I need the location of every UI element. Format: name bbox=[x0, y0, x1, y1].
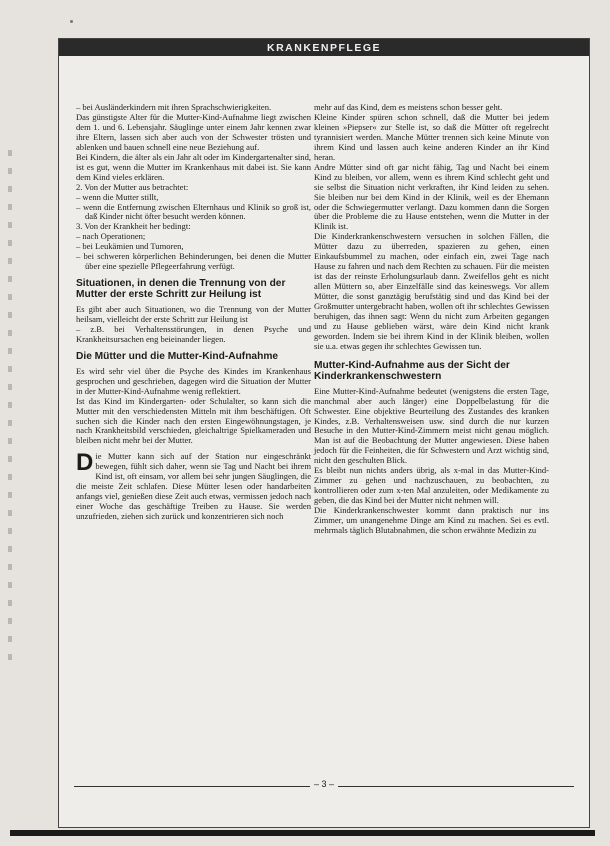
left-column bbox=[76, 103, 311, 522]
list-item: – bei Ausländerkindern mit ihren Sprachschwierigkeiten. bbox=[76, 102, 272, 112]
paragraph: mehr auf das Kind, dem es meistens schon besser geht. bbox=[314, 102, 503, 112]
section-heading: Die Mütter und die Mutter-Kind-Aufnahme bbox=[76, 350, 279, 362]
scan-speck bbox=[70, 20, 73, 23]
list-item: – bei Leukämien und Tumoren, bbox=[76, 241, 184, 252]
page-number-text: – 3 – bbox=[310, 779, 338, 789]
paragraph: Das günstigste Alter für die Mutter-Kind-Aufnahme liegt zwischen dem 1. und 6. Lebensjahr. Säuglinge unter einem Jahr kennen zwar ihre Eltern, lassen sich aber auch von der Schwester trösten und ablenken und bauen schnell eine neue Beziehung auf. bbox=[76, 111, 311, 152]
binder-hole-marks bbox=[0, 150, 26, 750]
list-title: 3. Von der Krankheit her bedingt: bbox=[76, 221, 191, 232]
section-heading: Mutter-Kind-Aufnahme aus der Sicht der Kinderkrankenschwestern bbox=[314, 359, 510, 382]
paragraph: Kleine Kinder spüren schon schnell, daß die Mutter bei jedem kleinen »Piepser« zur Stelle ist, so daß die Mütter oft regelrecht tyrannisiert werden. Manche Mütter trennen sich keine Minute von ihrem Kind und lassen auch keine anderen Kinder an ihr Kind heran. bbox=[314, 111, 549, 162]
section-heading: Situationen, in denen die Trennung von der Mutter der erste Schritt zur Heilung ist bbox=[76, 278, 286, 301]
scan-bottom-edge bbox=[10, 830, 595, 836]
list-item: – bei schweren körperlichen Behinderungen, bei denen die Mutter über eine spezielle Pflegeerfahrung verfügt. bbox=[76, 251, 311, 272]
list-item: – wenn die Entfernung zwischen Elternhaus und Klinik so groß ist, daß Kinder nicht öfter besucht werden können. bbox=[76, 201, 311, 222]
page-header-title: KRANKENPFLEGE bbox=[266, 41, 381, 54]
paragraph: Bei Kindern, die älter als ein Jahr alt oder im Kindergartenalter sind, ist es gut, wenn die Mutter im Krankenhaus mit dabei ist. Sie kann dem Kind vieles erklären. bbox=[76, 151, 311, 182]
paragraph: Andre Mütter sind oft gar nicht fähig, Tag und Nacht bei einem Kind zu bleiben, vor allem, wenn es ihrem Kind schlecht geht und sie selbst die Situation nicht verkraften, ihr Kind leiden zu sehen. Sie bleiben nur bei dem Kind in der Klinik, weil es der Ehemann oder die Schwiegermutter verlangt. Dazu kommen dann die Sorgen über die Probleme die zu Hause entstehen, wenn die Mutter in der Klinik ist. bbox=[314, 161, 549, 232]
paragraph: Es bleibt nun nichts anders übrig, als x-mal in das Mutter-Kind-Zimmer zu gehen und nachzuschauen, zu beobachten, zu kontrollieren oder zum x-ten Mal anzuleiten, oder Medikamente zu geben, die das Kind bei der Mutter nicht nehmen will. bbox=[314, 465, 549, 506]
paragraph: Ist das Kind im Kindergarten- oder Schulalter, so kann sich die Mutter mit den verschiedensten Mitteln mit ihm beschäftigen. Oft suchen sich die Kinder nach den ersten Eingewöhnungstagen, je nach Krankheitsbild verschieden, gleichaltrige Spielkameraden und bleiben nicht mehr bei der Mutter. bbox=[76, 395, 311, 446]
paragraph: Eine Mutter-Kind-Aufnahme bedeutet (wenigstens die ersten Tage, manchmal aber auch länger) eine Doppelbelastung für die Schwester. Eine objektive Beurteilung des Zustandes des kranken Kindes, z.B. Verhaltensweisen usw. sind durch die nur kurzen Besuche in den Mutter-Kind-Zimmern meist nicht genau möglich. Man ist auf die Beobachtung der Mutter angewiesen. Diese haben jedoch für die Feinheiten, die für Schwestern und Arzt wichtig sind, nicht den geschulten Blick. bbox=[314, 385, 549, 466]
paragraph: Es gibt aber auch Situationen, wo die Trennung von der Mutter heilsam, vielleicht der erste Schritt zur Heilung ist bbox=[76, 304, 311, 324]
list-mother bbox=[76, 183, 311, 223]
paragraph: Die Kinderkrankenschwester kommt dann praktisch nur ins Zimmer, um unangenehme Dinge am Kind zu machen. Sei es evtl. mehrmals täglich Blutabnahmen, die schon erwähnte Medizin zu bbox=[314, 505, 549, 535]
list-title: 2. Von der Mutter aus betrachtet: bbox=[76, 181, 189, 192]
page-frame bbox=[58, 38, 590, 828]
list-illness bbox=[76, 222, 311, 272]
list-item: – wenn die Mutter stillt, bbox=[76, 191, 159, 202]
paragraph: Die Kinderkrankenschwestern versuchen in solchen Fällen, die Mütter dazu zu überreden, spazieren zu gehen, einen Einkaufsbummel zu machen, oder einfach ein, zwei Tage nach Hause zu fahren und nach dem Rechten zu schauen. Für die meisten ist das der reinste Erholungsurlaub dann. Zweifellos geht es nicht allen Müttern so, aber Einzelfälle sind das keineswegs. Vor allem Mütter, die sonst ganztägig berufstätig sind und das Kind bei der Großmutter untergebracht haben, wollen oft ihr schlechtes Gewissen beruhigen, das ihnen sagt: Wenn du nicht zum Arbeiten gegangen und zu Hause geblieben wärst, wäre dein Kind nicht krank geworden. Indem sie bei ihrem Kind in der Klinik bleiben, wollen sie u.a. etwas gegen ihr schlechtes Gewissen tun. bbox=[314, 231, 549, 351]
list-item: – nach Operationen; bbox=[76, 231, 146, 242]
paragraph: Es wird sehr viel über die Psyche des Kindes im Krankenhaus gesprochen und geschrieben, dagegen wird die Situation der Mutter in der Mutter-Kind-Aufnahme wenig reflektiert. bbox=[76, 365, 311, 396]
paragraph-dropcap bbox=[76, 449, 311, 522]
right-column bbox=[314, 103, 549, 536]
page-number bbox=[59, 779, 589, 789]
header-band bbox=[59, 39, 589, 56]
paragraph-text: ie Mutter kann sich auf der Station nur eingeschränkt bewegen, fühlt sich daher, wenn sie Tag und Nacht bei ihrem Kind ist, oft einsam, vor allem bei sehr jungen Säuglingen, die die meiste Zeit schlafen. Diese Mütter lesen oder handarbeiten anfangs viel, genießen diese Zeit auch etwas, vermissen jedoch nach einer Woche das geschäftige Treiben zu Hause. Sie werden unzufrieden, ziehen sich zurück und konzentrieren sich noch bbox=[76, 451, 311, 522]
drop-cap: D bbox=[76, 449, 94, 477]
paragraph: – z.B. bei Verhaltensstörungen, in denen Psyche und Krankheitsursachen eng beieinander liegen. bbox=[76, 323, 311, 344]
